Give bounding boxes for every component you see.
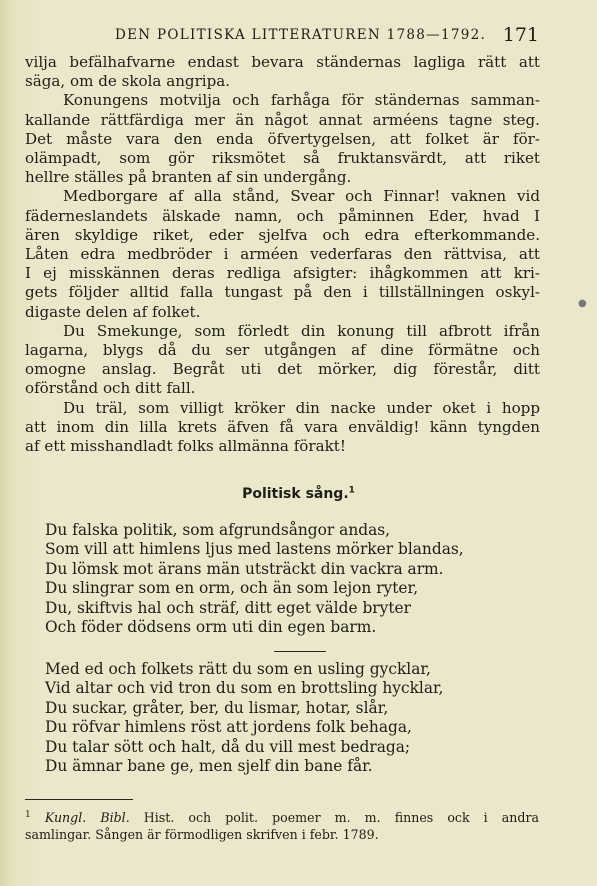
poem-stanza-2 — [45, 660, 444, 776]
poem-title — [0, 486, 597, 502]
verse-line: Vid altar och vid tron du som en brottsling hycklar, — [45, 679, 444, 698]
text-line: kallande rättfärdiga mer än något annat arméens tagne steg. — [25, 110, 540, 129]
text-line: Medborgare af alla stånd, Svear och Finnar! vaknen vid — [63, 187, 540, 206]
text-line: digaste delen af folket. — [25, 302, 201, 321]
poem-title-footnote-marker: 1 — [348, 485, 355, 496]
text-line: olämpadt, som gör riksmötet så fruktansvärdt, att riket — [25, 149, 540, 168]
running-title: DEN POLITISKA LITTERATUREN 1788—1792. — [115, 27, 487, 43]
text-line: säga, om de skola angripa. — [25, 72, 231, 91]
prose-body — [25, 53, 540, 456]
verse-line: Du lömsk mot ärans män utsträckt din vackra arm. — [45, 559, 444, 578]
footnote-rule — [25, 799, 133, 800]
text-line: I ej misskännen deras redliga afsigter: ihågkommen att kri- — [25, 264, 540, 283]
text-line: af ett misshandladt folks allmänna förakt! — [25, 437, 346, 456]
page-number: 171 — [502, 24, 539, 46]
text-line: fäderneslandets älskade namn, och påminnen Eder, hvad I — [25, 206, 540, 225]
page-header — [25, 24, 539, 48]
stanza-divider — [274, 651, 326, 652]
paragraph — [25, 322, 540, 399]
text-line: Det måste vara den enda öfvertygelsen, att folket är för- — [25, 129, 540, 148]
text-line: Du träl, som villigt kröker din nacke under oket i hopp — [63, 398, 540, 417]
verse-line: Du suckar, gråter, ber, du lismar, hotar, slår, — [45, 698, 389, 717]
text-line: lagarna, blygs då du ser utgången af dine förmätne och — [25, 341, 540, 360]
verse-line: Du talar sött och halt, då du vill mest bedraga; — [45, 737, 411, 756]
footnote-marker: 1 — [25, 809, 31, 820]
footnote — [25, 809, 539, 843]
footnote-line-2: samlingar. Sången är förmodligen skrifven i febr. 1789. — [25, 827, 379, 842]
poem-stanza-1 — [45, 521, 464, 637]
verse-line: Och föder dödsens orm uti din egen barm. — [45, 618, 377, 637]
text-line: oförstånd och ditt fall. — [25, 379, 196, 398]
footnote-source: Kungl. Bibl. — [44, 810, 130, 825]
verse-line: Du slingrar som en orm, och än som lejon ryter, — [45, 579, 419, 598]
verse-line: Du röfvar himlens röst att jordens folk behaga, — [45, 718, 412, 737]
text-line: gets följder alltid falla tungast på den i tillställningen oskyl- — [25, 283, 540, 302]
verse-line: Med ed och folkets rätt du som en usling gycklar, — [45, 660, 431, 678]
text-line: omogne anslag. Begråt uti det mörker, dig förestår, ditt — [25, 360, 540, 379]
paragraph — [25, 53, 540, 91]
text-line: Låten edra medbröder i arméen vederfaras den rättvisa, att — [25, 245, 540, 264]
poem-title-text: Politisk sång. — [242, 486, 349, 502]
text-line: att inom din lilla krets äfven få vara enväldig! känn tyngden — [25, 417, 540, 436]
text-line: Du Smekunge, som förledt din konung till afbrott ifrån — [63, 321, 540, 340]
paragraph — [25, 187, 540, 321]
paragraph — [25, 399, 540, 457]
verse-line: Du ämnar bane ge, men sjelf din bane får. — [45, 757, 373, 776]
text-line: hellre ställes på branten af sin undergång. — [25, 168, 352, 187]
paragraph — [25, 91, 540, 187]
verse-line: Som vill att himlens ljus med lastens mörker blandas, — [45, 540, 464, 559]
text-line: Konungens motvilja och farhåga för ständernas samman- — [63, 91, 540, 110]
text-line: vilja befälhafvarne endast bevara ständernas lagliga rätt att — [25, 53, 540, 71]
verse-line: Du falska politik, som afgrundsångor andas, — [45, 521, 391, 539]
verse-line: Du, skiftvis hal och sträf, ditt eget välde bryter — [45, 598, 411, 617]
margin-mark: ● — [578, 298, 587, 309]
text-line: ären skyldige riket, eder sjelfva och edra efterkommande. — [25, 225, 540, 244]
footnote-line-1 — [25, 809, 539, 826]
footnote-line-1-text: Hist. och polit. poemer m. m. finnes ock i andra — [129, 810, 539, 825]
